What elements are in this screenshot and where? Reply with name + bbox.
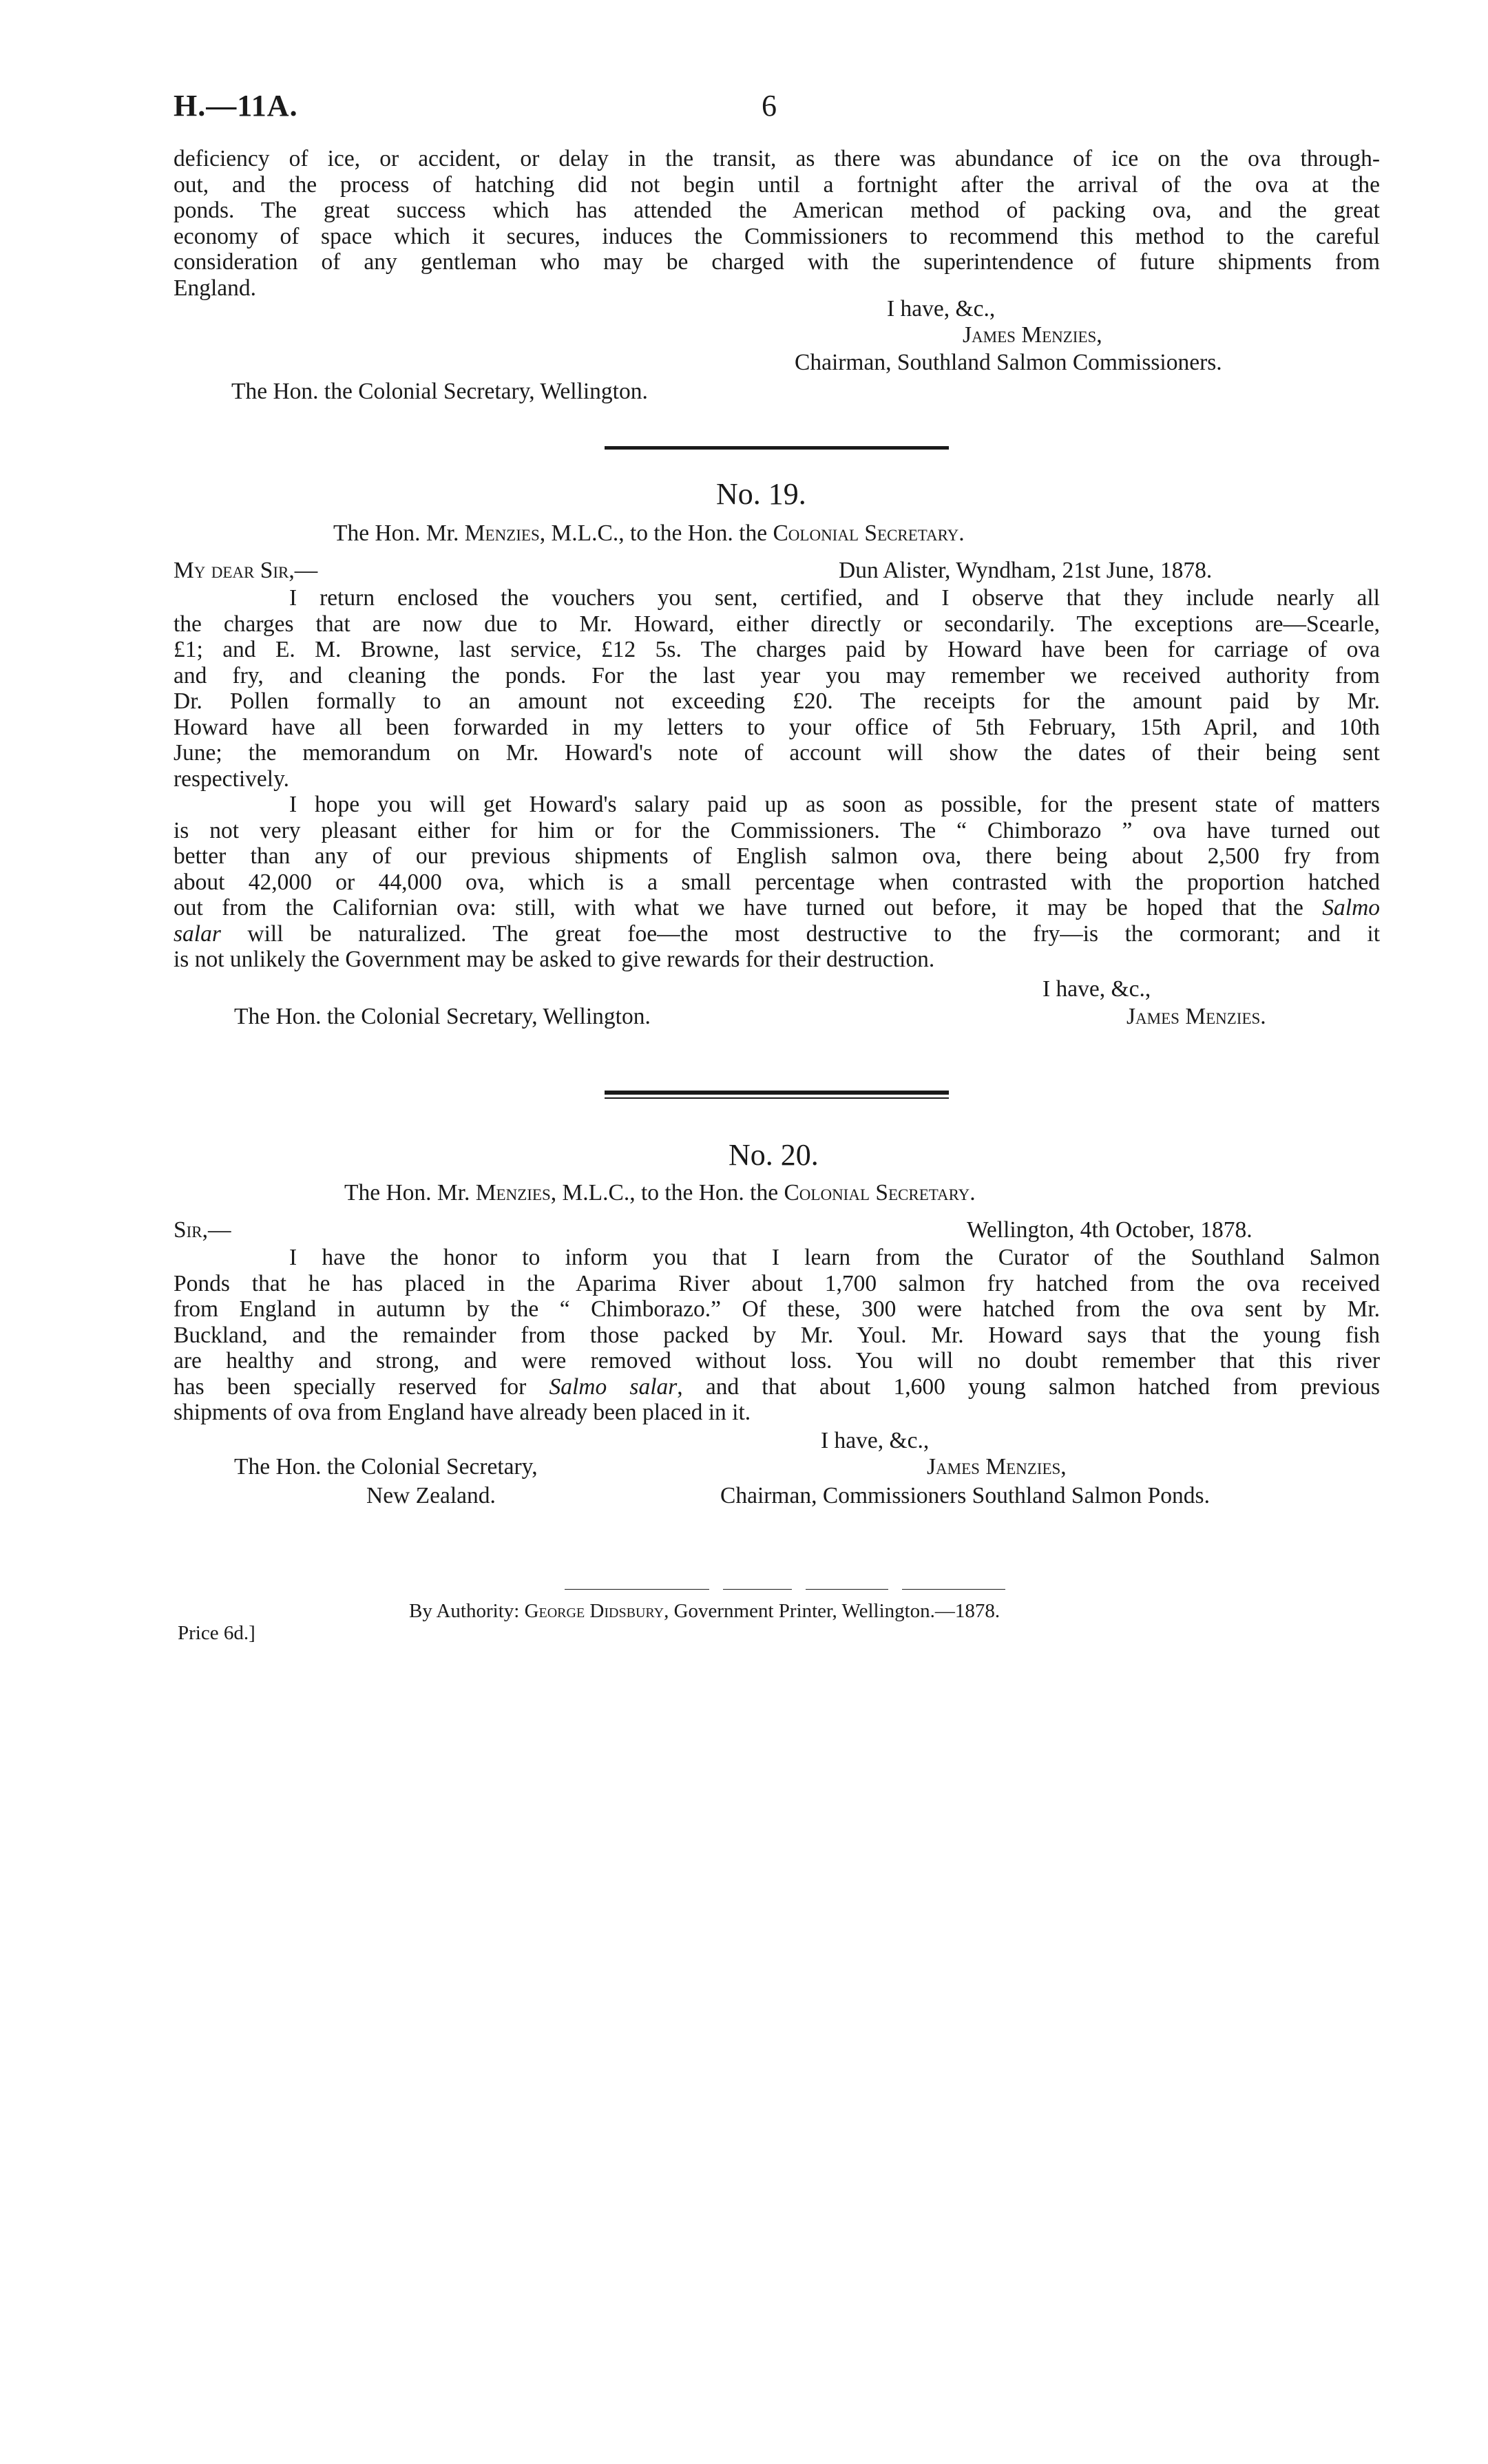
- signature: James Menzies,: [963, 322, 1102, 348]
- addressee-line-2: New Zealand.: [366, 1483, 496, 1508]
- letter19-paragraph-1: [174, 585, 1380, 792]
- heading-prefix: The Hon. Mr.: [344, 1180, 470, 1205]
- signature-title: Chairman, Southland Salmon Commissioners.: [795, 350, 1222, 375]
- heading-prefix: The Hon. Mr.: [333, 520, 459, 546]
- text-line: is not unlikely the Government may be asked to give rewards for their destruction.: [174, 947, 935, 972]
- heading-mid: , M.L.C., to the Hon. the: [539, 520, 768, 546]
- heading-name: Menzies: [464, 520, 540, 546]
- printer-imprint: [409, 1600, 1000, 1623]
- text-line: Buckland, and the remainder from those packed by Mr. Youl. Mr. Howard says that the young fish: [174, 1322, 1380, 1348]
- italic-species: Salmo salar: [549, 1373, 678, 1400]
- imprint-suffix: , Government Printer, Wellington.—1878.: [664, 1600, 1000, 1622]
- heading-name: Menzies: [475, 1180, 551, 1205]
- closing-formula: I have, &c.,: [821, 1428, 930, 1453]
- text-line: respectively.: [174, 766, 290, 792]
- price: Price 6d.]: [178, 1622, 255, 1644]
- text-line: £1; and E. M. Browne, last service, £12 5s. The charges paid by Howard have been for carriage of ova: [174, 637, 1380, 662]
- signature: James Menzies.: [1127, 1004, 1266, 1029]
- signature: James Menzies,: [927, 1454, 1067, 1480]
- heading-office: Colonial Secretary.: [773, 520, 965, 546]
- salutation: Sir,—: [174, 1217, 231, 1243]
- printer-name: George Didsbury: [524, 1600, 664, 1622]
- text-fragment: has been specially reserved for: [174, 1373, 527, 1400]
- closing-formula: I have, &c.,: [1042, 976, 1151, 1002]
- text-line: I have the honor to inform you that I learn from the Curator of the Southland Salmon: [289, 1245, 1380, 1270]
- continuation-paragraph: [174, 146, 1380, 301]
- text-line: England.: [174, 275, 257, 301]
- text-fragment: , and that about 1,600 young salmon hatched from previous: [677, 1373, 1381, 1400]
- letter-number: No. 20.: [729, 1138, 819, 1172]
- text-line: and fry, and cleaning the ponds. For the last year you may remember we received authority from: [174, 662, 1380, 688]
- text-line: [174, 921, 1380, 947]
- footer-rule: [565, 1589, 709, 1590]
- text-line: Dr. Pollen formally to an amount not exceeding £20. The receipts for the amount paid by Mr.: [174, 688, 1380, 714]
- text-line: better than any of our previous shipments of English salmon ova, there being about 2,500 fry from: [174, 843, 1380, 869]
- text-line: out, and the process of hatching did not begin until a fortnight after the arrival of the ova at the: [174, 171, 1380, 198]
- letter20-paragraph: [174, 1245, 1380, 1426]
- addressee: The Hon. the Colonial Secretary,: [234, 1454, 538, 1480]
- addressee: The Hon. the Colonial Secretary, Wellington.: [234, 1004, 651, 1029]
- text-line: are healthy and strong, and were removed without loss. You will no doubt remember that this river: [174, 1348, 1380, 1373]
- page-number: 6: [762, 89, 777, 123]
- letter-heading: [344, 1180, 976, 1206]
- text-line: [174, 895, 1380, 921]
- document-reference: H.—11A.: [174, 89, 298, 123]
- section-divider: [605, 1091, 949, 1095]
- text-line: I return enclosed the vouchers you sent, certified, and I observe that they include nearly all: [289, 585, 1380, 611]
- letter19-paragraph-2: [174, 792, 1380, 973]
- text-line: deficiency of ice, or accident, or delay in the transit, as there was abundance of ice on the ova through-: [174, 146, 1380, 171]
- text-fragment: will be naturalized. The great foe—the most destructive to the fry—is the cormorant; and it: [247, 920, 1381, 947]
- text-line: from England in autumn by the “ Chimborazo.” Of these, 300 were hatched from the ova sent by Mr.: [174, 1296, 1380, 1322]
- text-line: [174, 1374, 1380, 1400]
- footer-rule: [806, 1589, 888, 1590]
- text-fragment: out from the Californian ova: still, with what we have turned out before, it may be hoped that the: [174, 895, 1303, 920]
- text-line: I hope you will get Howard's salary paid up as soon as possible, for the present state of matters: [289, 792, 1380, 817]
- text-line: economy of space which it secures, induces the Commissioners to recommend this method to the careful: [174, 223, 1380, 249]
- text-line: Ponds that he has placed in the Aparima River about 1,700 salmon fry hatched from the ova received: [174, 1270, 1380, 1296]
- signature-title: Chairman, Commissioners Southland Salmon Ponds.: [720, 1483, 1210, 1508]
- salutation: My dear Sir,—: [174, 558, 318, 583]
- text-line: about 42,000 or 44,000 ova, which is a small percentage when contrasted with the proportion hatched: [174, 869, 1380, 895]
- text-line: June; the memorandum on Mr. Howard's note of account will show the dates of their being sent: [174, 740, 1380, 766]
- italic-species: Salmo: [1322, 895, 1381, 920]
- letter-number: No. 19.: [716, 477, 806, 511]
- place-date: Dun Alister, Wyndham, 21st June, 1878.: [839, 558, 1213, 583]
- text-line: Howard have all been forwarded in my letters to your office of 5th February, 15th April, and 10th: [174, 714, 1380, 740]
- place-date: Wellington, 4th October, 1878.: [967, 1217, 1253, 1243]
- text-line: shipments of ova from England have already been placed in it.: [174, 1400, 751, 1425]
- text-line: consideration of any gentleman who may be charged with the superintendence of future shipments from: [174, 249, 1380, 275]
- text-line: the charges that are now due to Mr. Howard, either directly or secondarily. The exceptions are—Scearle,: [174, 611, 1380, 637]
- heading-office: Colonial Secretary.: [784, 1180, 976, 1205]
- footer-rule: [723, 1589, 792, 1590]
- section-divider: [605, 446, 949, 450]
- text-line: ponds. The great success which has attended the American method of packing ova, and the great: [174, 198, 1380, 223]
- section-divider: [605, 1097, 949, 1099]
- text-line: is not very pleasant either for him or for the Commissioners. The “ Chimborazo ” ova have turned out: [174, 817, 1380, 843]
- italic-species: salar: [174, 920, 221, 947]
- imprint-prefix: By Authority:: [409, 1600, 520, 1622]
- letter-heading: [333, 520, 965, 547]
- footer-rule: [902, 1589, 1005, 1590]
- closing-formula: I have, &c.,: [887, 296, 996, 322]
- heading-mid: , M.L.C., to the Hon. the: [550, 1180, 779, 1205]
- addressee: The Hon. the Colonial Secretary, Wellington.: [231, 379, 648, 404]
